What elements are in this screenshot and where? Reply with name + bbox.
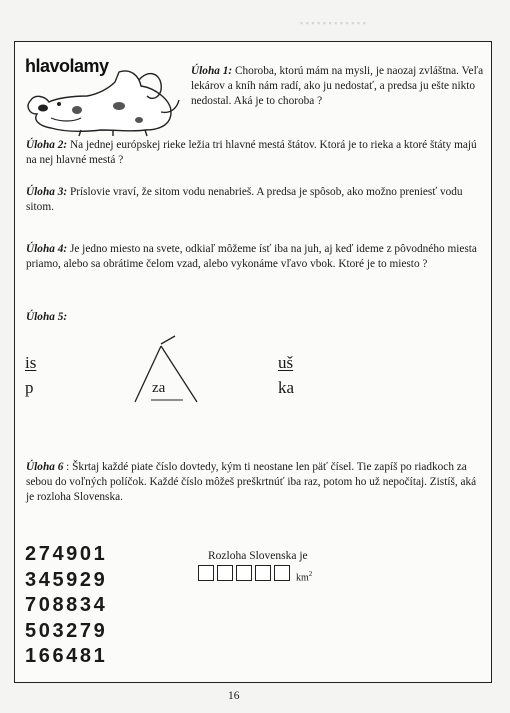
answer-boxes [198, 565, 312, 581]
number-row: 708834 [25, 594, 108, 616]
puzzle-page-frame [14, 41, 492, 683]
answer-box[interactable] [255, 565, 271, 581]
answer-box[interactable] [217, 565, 233, 581]
area-unit: $km^2$ [296, 569, 313, 583]
answer-box[interactable] [198, 565, 214, 581]
hlavolamy-logo: hlavolamy [25, 56, 109, 76]
number-grid [25, 542, 107, 670]
rebus-triangle [127, 330, 207, 406]
task-3: Úloha 3: Príslovie vraví, že sitom vodu nenabrieš. A predsa je spôsob, ako možno preniesť vodu sitom. [26, 186, 463, 213]
dog-illustration [21, 66, 181, 138]
answer-box[interactable] [274, 565, 290, 581]
number-row: 345929 [25, 568, 108, 591]
rebus-center: za [152, 380, 166, 396]
number-row: 274901 [25, 543, 108, 565]
task-4: Úloha 4: Je jedno miesto na svete, odkiaľ môžeme ísť iba na juh, aj keď ideme z pôvodného miesta priamo, alebo sa obrátime čelom vzad, alebo vykonáme vľavo vbok. Ktoré je to miesto ? [26, 243, 477, 270]
task-1: Úloha 1: Choroba, ktorú mám na mysli, je naozaj zvláštna. Veľa lekárov a kníh nám radí, ako ju nedostať, a predsa ju ešte nikto nedostal. Aká je to choroba ? [191, 65, 484, 107]
rebus-left-bottom: p [25, 378, 34, 397]
area-label: Rozloha Slovenska je [208, 550, 308, 562]
page-number: 16 [228, 690, 240, 702]
rebus-right-top: uš [278, 353, 294, 372]
number-row: 503279 [25, 619, 108, 642]
number-row: 166481 [25, 645, 108, 667]
rebus-left-top: is [25, 353, 37, 372]
task-6: Úloha 6 : Škrtaj každé piate číslo dovtedy, kým ti neostane len päť čísel. Tie zapíš po riadkoch za sebou do voľných políčok. Každé číslo môžeš preškrtnúť iba raz, potom ho už nepočítaj. Zistíš, aká je rozloha Slovenska. [26, 461, 477, 503]
task-5: Úloha 5: [26, 311, 68, 323]
answer-box[interactable] [236, 565, 252, 581]
task-2: Úloha 2: Na jednej európskej rieke ležia tri hlavné mestá štátov. Ktorá je to rieka a ktoré štáty majú na nej hlavné mestá ? [26, 139, 477, 166]
bleed-through-text: ▪ ▪ ▪ ▪ ▪ ▪ ▪ ▪ ▪ ▪ ▪ ▪ [300, 18, 366, 28]
rebus-right-bottom: ka [278, 378, 295, 397]
